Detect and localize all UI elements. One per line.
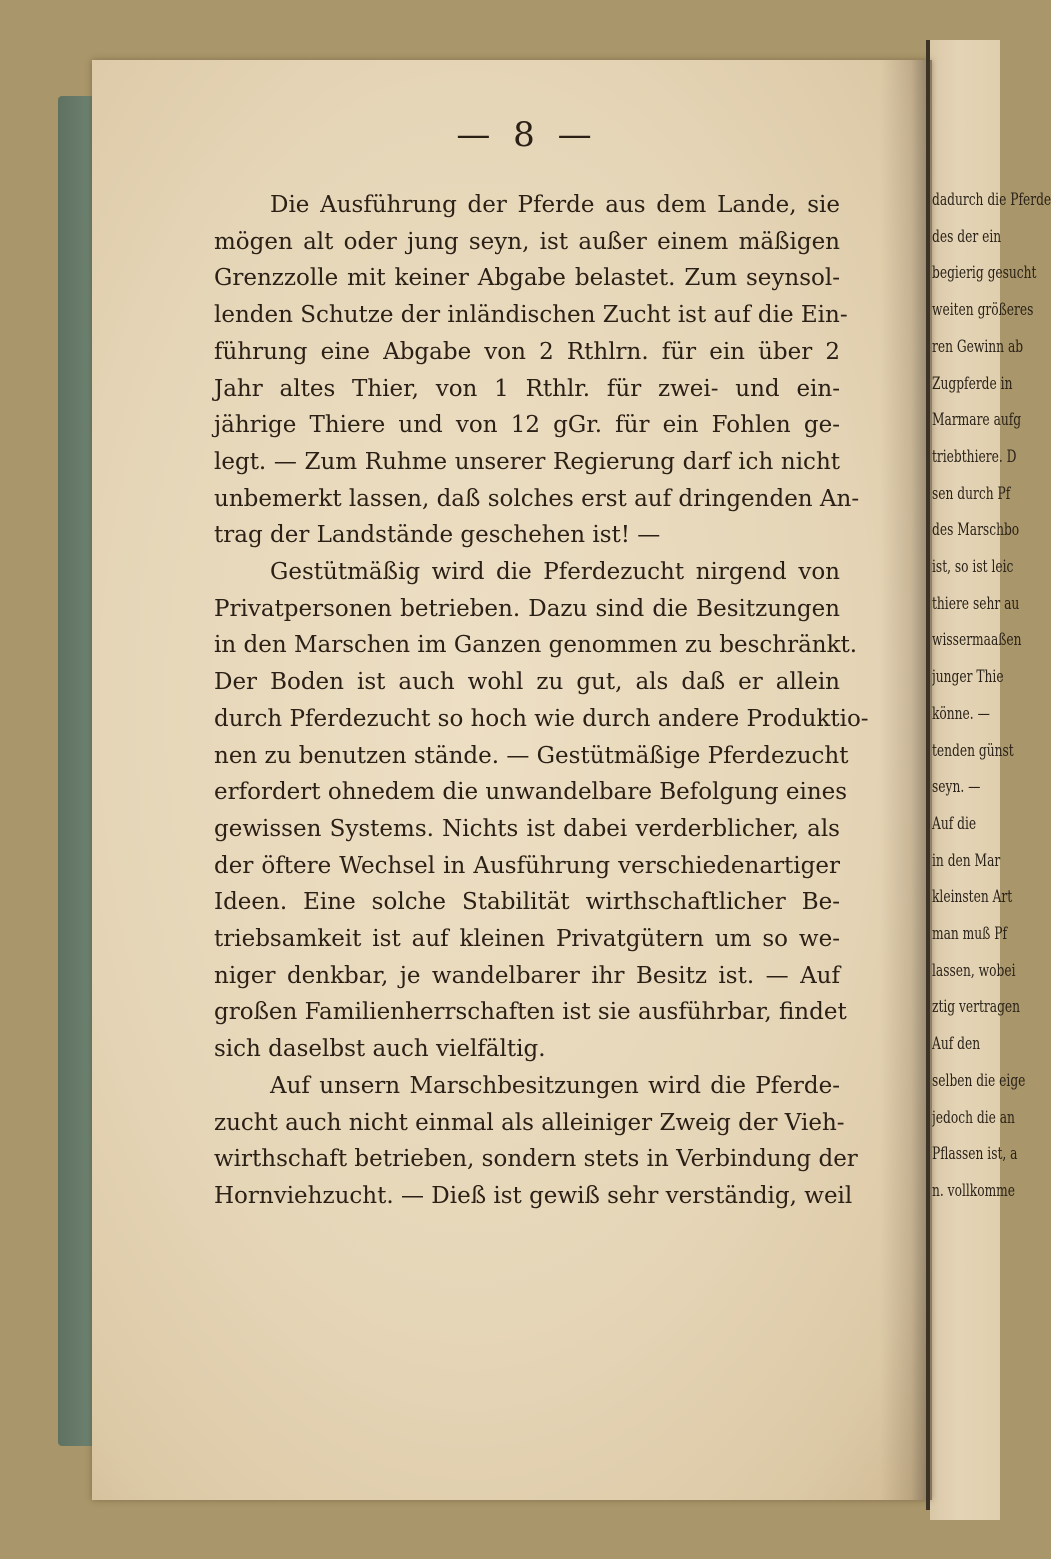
text-line: trag der Landstände geschehen ist! —	[214, 522, 661, 549]
text-line: Hornviehzucht. — Dieß ist gewiß sehr verständig, weil	[214, 1182, 853, 1209]
adjacent-page	[930, 40, 1051, 1520]
text-line: der öftere Wechsel in Ausführung verschiedenartiger	[214, 852, 840, 879]
adjacent-page-line: Auf die	[932, 813, 977, 834]
text-line: lenden Schutze der inländischen Zucht ist auf die Ein-	[214, 302, 848, 329]
text-line: Privatpersonen betrieben. Dazu sind die Besitzungen	[214, 595, 840, 622]
adjacent-page-line: wissermaaßen	[932, 630, 1022, 651]
adjacent-page-line: ren Gewinn ab	[932, 336, 1024, 357]
page-number: — 8 —	[456, 115, 598, 155]
adjacent-page-line: sen durch Pf	[932, 483, 1011, 504]
text-line: Die Ausführung der Pferde aus dem Lande, sie	[270, 192, 840, 218]
text-line: Ideen. Eine solche Stabilität wirthschaftlicher Be-	[214, 889, 840, 916]
adjacent-page-line: jedoch die an	[932, 1107, 1015, 1128]
text-line: gewissen Systems. Nichts ist dabei verderblicher, als	[214, 815, 840, 842]
book-spine	[926, 40, 930, 1510]
text-line: führung eine Abgabe von 2 Rthlrn. für ein über 2	[214, 338, 840, 365]
text-line: sich daselbst auch vielfältig.	[214, 1036, 546, 1063]
adjacent-page-line: Pflassen ist, a	[932, 1144, 1018, 1165]
adjacent-page-line: tenden günst	[932, 740, 1014, 761]
adjacent-page-line: kleinsten Art	[932, 887, 1013, 908]
adjacent-page-line: Auf den	[932, 1034, 981, 1055]
adjacent-page-line: seyn. —	[932, 777, 981, 798]
adjacent-page-line: könne. —	[932, 703, 990, 724]
adjacent-page-line: man muß Pf	[932, 924, 1008, 944]
text-line: triebsamkeit ist auf kleinen Privatgütern um so we-	[214, 926, 840, 952]
adjacent-page-line: thiere sehr au	[932, 593, 1020, 614]
adjacent-page-line: weiten größeres	[932, 300, 1034, 321]
text-line: zucht auch nicht einmal als alleiniger Zweig der Vieh-	[214, 1109, 845, 1136]
text-line: Jahr altes Thier, von 1 Rthlr. für zwei- und ein-	[214, 375, 840, 402]
adjacent-page-line: begierig gesucht	[932, 263, 1037, 284]
text-line: Auf unsern Marschbesitzungen wird die Pferde-	[270, 1072, 840, 1099]
adjacent-page-line: triebthiere. D	[932, 446, 1017, 467]
text-line: Gestütmäßig wird die Pferdezucht nirgend von	[270, 559, 840, 585]
adjacent-page-line: in den Mar	[932, 850, 1001, 871]
adjacent-page-line: selben die eige	[932, 1070, 1026, 1091]
adjacent-page-line: lassen, wobei	[932, 960, 1016, 981]
text-line: nen zu benutzen stände. — Gestütmäßige Pferdezucht	[214, 742, 849, 769]
text-line: Der Boden ist auch wohl zu gut, als daß er allein	[214, 669, 840, 696]
text-line: jährige Thiere und von 12 gGr. für ein Fohlen ge-	[214, 412, 840, 439]
adjacent-page-line: des Marschbo	[932, 520, 1020, 541]
text-line: durch Pferdezucht so hoch wie durch andere Produktio-	[214, 705, 869, 732]
adjacent-page-line: des der ein	[932, 226, 1002, 247]
text-line: niger denkbar, je wandelbarer ihr Besitz ist. — Auf	[214, 962, 840, 989]
adjacent-page-line: Zugpferde in	[932, 373, 1013, 394]
adjacent-page-line: ist, so ist leic	[932, 557, 1014, 577]
text-line: erfordert ohnedem die unwandelbare Befolgung eines	[214, 779, 848, 806]
text-line: großen Familienherrschaften ist sie ausführbar, findet	[214, 999, 847, 1026]
adjacent-page-line: junger Thie	[932, 667, 1004, 688]
adjacent-page-line: dadurch die Pferde	[932, 190, 1051, 210]
text-line: legt. — Zum Ruhme unserer Regierung darf ich nicht	[214, 448, 840, 475]
text-line: in den Marschen im Ganzen genommen zu beschränkt.	[214, 632, 858, 659]
page-gutter-shadow	[880, 60, 932, 1500]
adjacent-page-line: n. vollkomme	[932, 1180, 1016, 1201]
text-line: mögen alt oder jung seyn, ist außer einem mäßigen	[214, 228, 840, 255]
text-line: wirthschaft betrieben, sondern stets in Verbindung der	[214, 1146, 858, 1173]
text-line: unbemerkt lassen, daß solches erst auf dringenden An-	[214, 485, 860, 512]
adjacent-page-line: Marmare aufg	[932, 410, 1022, 431]
adjacent-page-line: ztig vertragen	[932, 997, 1021, 1018]
text-line: Grenzzolle mit keiner Abgabe belastet. Zum seynsol-	[214, 265, 840, 292]
